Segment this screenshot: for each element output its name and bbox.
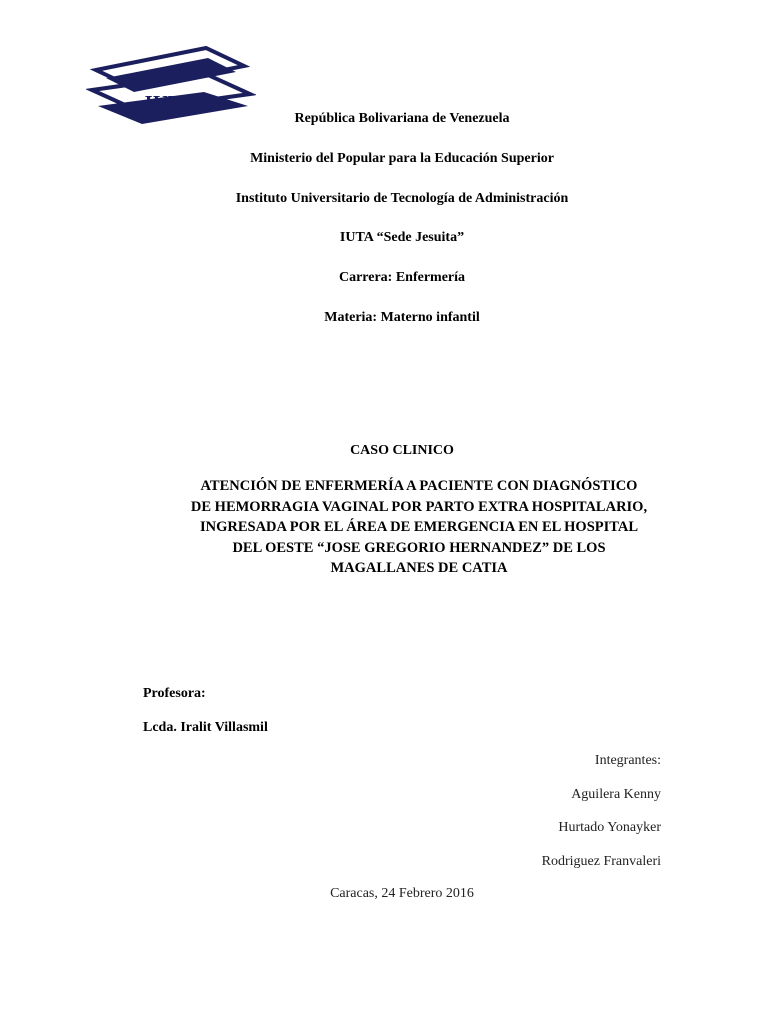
case-title	[174, 476, 664, 579]
member-name: Rodriguez Franvaleri	[541, 854, 661, 869]
members-label: Integrantes:	[594, 753, 661, 768]
case-title-line: ATENCIÓN DE ENFERMERÍA A PACIENTE CON DIAGNÓSTICO	[200, 478, 638, 494]
professor-label: Profesora:	[143, 686, 206, 701]
header-ministry: Ministerio del Popular para la Educación Superior	[250, 151, 554, 166]
member-name: Hurtado Yonayker	[558, 820, 661, 835]
logo-text: IUTA	[144, 91, 196, 115]
header-career: Carrera: Enfermería	[338, 270, 466, 285]
case-title-line: INGRESADA POR EL ÁREA DE EMERGENCIA EN EL HOSPITAL	[199, 519, 639, 535]
professor-name: Lcda. Iralit Villasmil	[143, 720, 268, 735]
place-date: Caracas, 24 Febrero 2016	[330, 886, 474, 901]
case-label: CASO CLINICO	[350, 443, 454, 458]
member-name: Aguilera Kenny	[571, 787, 661, 802]
header-institute: Instituto Universitario de Tecnología de Administración	[235, 191, 569, 206]
case-title-line: MAGALLANES DE CATIA	[330, 560, 508, 576]
case-title-line: DE HEMORRAGIA VAGINAL POR PARTO EXTRA HOSPITALARIO,	[190, 498, 648, 515]
header-republic: República Bolivariana de Venezuela	[294, 111, 510, 126]
case-title-line: DEL OESTE “JOSE GREGORIO HERNANDEZ” DE LOS	[232, 539, 606, 556]
header-campus: IUTA “Sede Jesuita”	[339, 230, 465, 245]
header-subject: Materia: Materno infantil	[324, 310, 480, 325]
